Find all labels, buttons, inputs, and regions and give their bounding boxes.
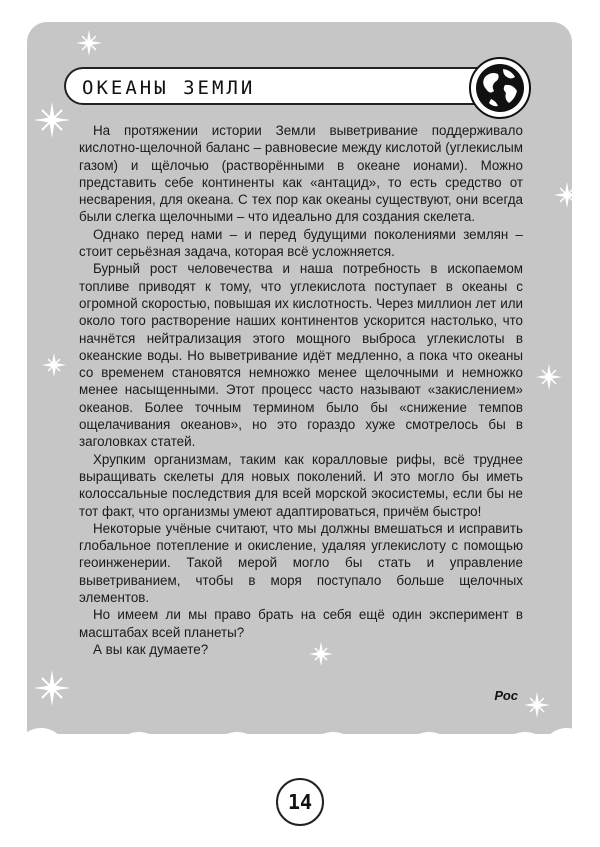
title-bar — [64, 67, 504, 105]
sparkle-icon — [40, 351, 68, 379]
paragraph: А вы как думаете? — [93, 641, 209, 657]
sparkle-icon — [32, 668, 72, 708]
paragraph: Однако перед нами – и перед будущими поколениями землян – стоит серьёзная задача, которая всё усложняется. — [79, 226, 523, 260]
sparkle-icon — [307, 640, 335, 668]
page-title: ОКЕАНЫ ЗЕМЛИ — [82, 77, 256, 99]
paragraph: На протяжении истории Земли выветривание поддерживало кислотно-щелочной баланс – равновесие между кислотой (углекислым газом) и щёлочью (растворёнными в океане ионами). Можно представить себе континенты как «антацид», то есть средство от несварения, для океана. С тех пор как океаны существуют, они всегда были слегка щелочными – что идеально для создания скелета. — [79, 123, 523, 225]
sparkle-icon — [552, 180, 582, 210]
page-number: 14 — [276, 778, 324, 826]
paragraph: Некоторые учёные считают, что мы должны вмешаться и исправить глобальное потепление и окисление, удаляя углекислоту с помощью геоинженерии. Такой мерой могло бы стать и управление выветриванием, чтобы в моря поступало больше щелочных элементов. — [79, 520, 523, 606]
author-signature: Рос — [494, 688, 518, 703]
sparkle-icon — [74, 28, 104, 58]
sparkle-icon — [534, 362, 564, 392]
sparkle-icon — [522, 690, 552, 720]
paragraph: Бурный рост человечества и наша потребность в ископаемом топливе приводят к тому, что углекислота поступает в океаны с огромной скоростью, повышая их кислотность. Через миллион лет или около того растворение наших континентов ускорится настолько, что начнётся нейтрализация этого мощного выброса углекислоты в океанские воды. Но выветривание идёт медленно, а пока что океаны со временем становятся немножко менее щелочными и немножко менее насыщенными. Этот процесс часто называют «закислением» океанов. Более точным термином было бы «снижение темпов ощелачивания океанов», но это гораздо хуже смотрелось бы в заголовках статей. — [79, 261, 523, 450]
globe-icon — [467, 55, 533, 121]
paragraph: Но имеем ли мы право брать на себя ещё один эксперимент в масштабах всей планеты? — [79, 607, 523, 640]
paragraph: Хрупким организмам, таким как коралловые рифы, всё труднее выращивать скелеты для новых поколений. И это могло бы иметь колоссальные последствия для всей морской экосистемы, если бы не тот факт, что организмы умеют адаптироваться, причём быстро! — [79, 451, 523, 519]
article-body — [79, 122, 523, 658]
sparkle-icon — [32, 100, 72, 140]
